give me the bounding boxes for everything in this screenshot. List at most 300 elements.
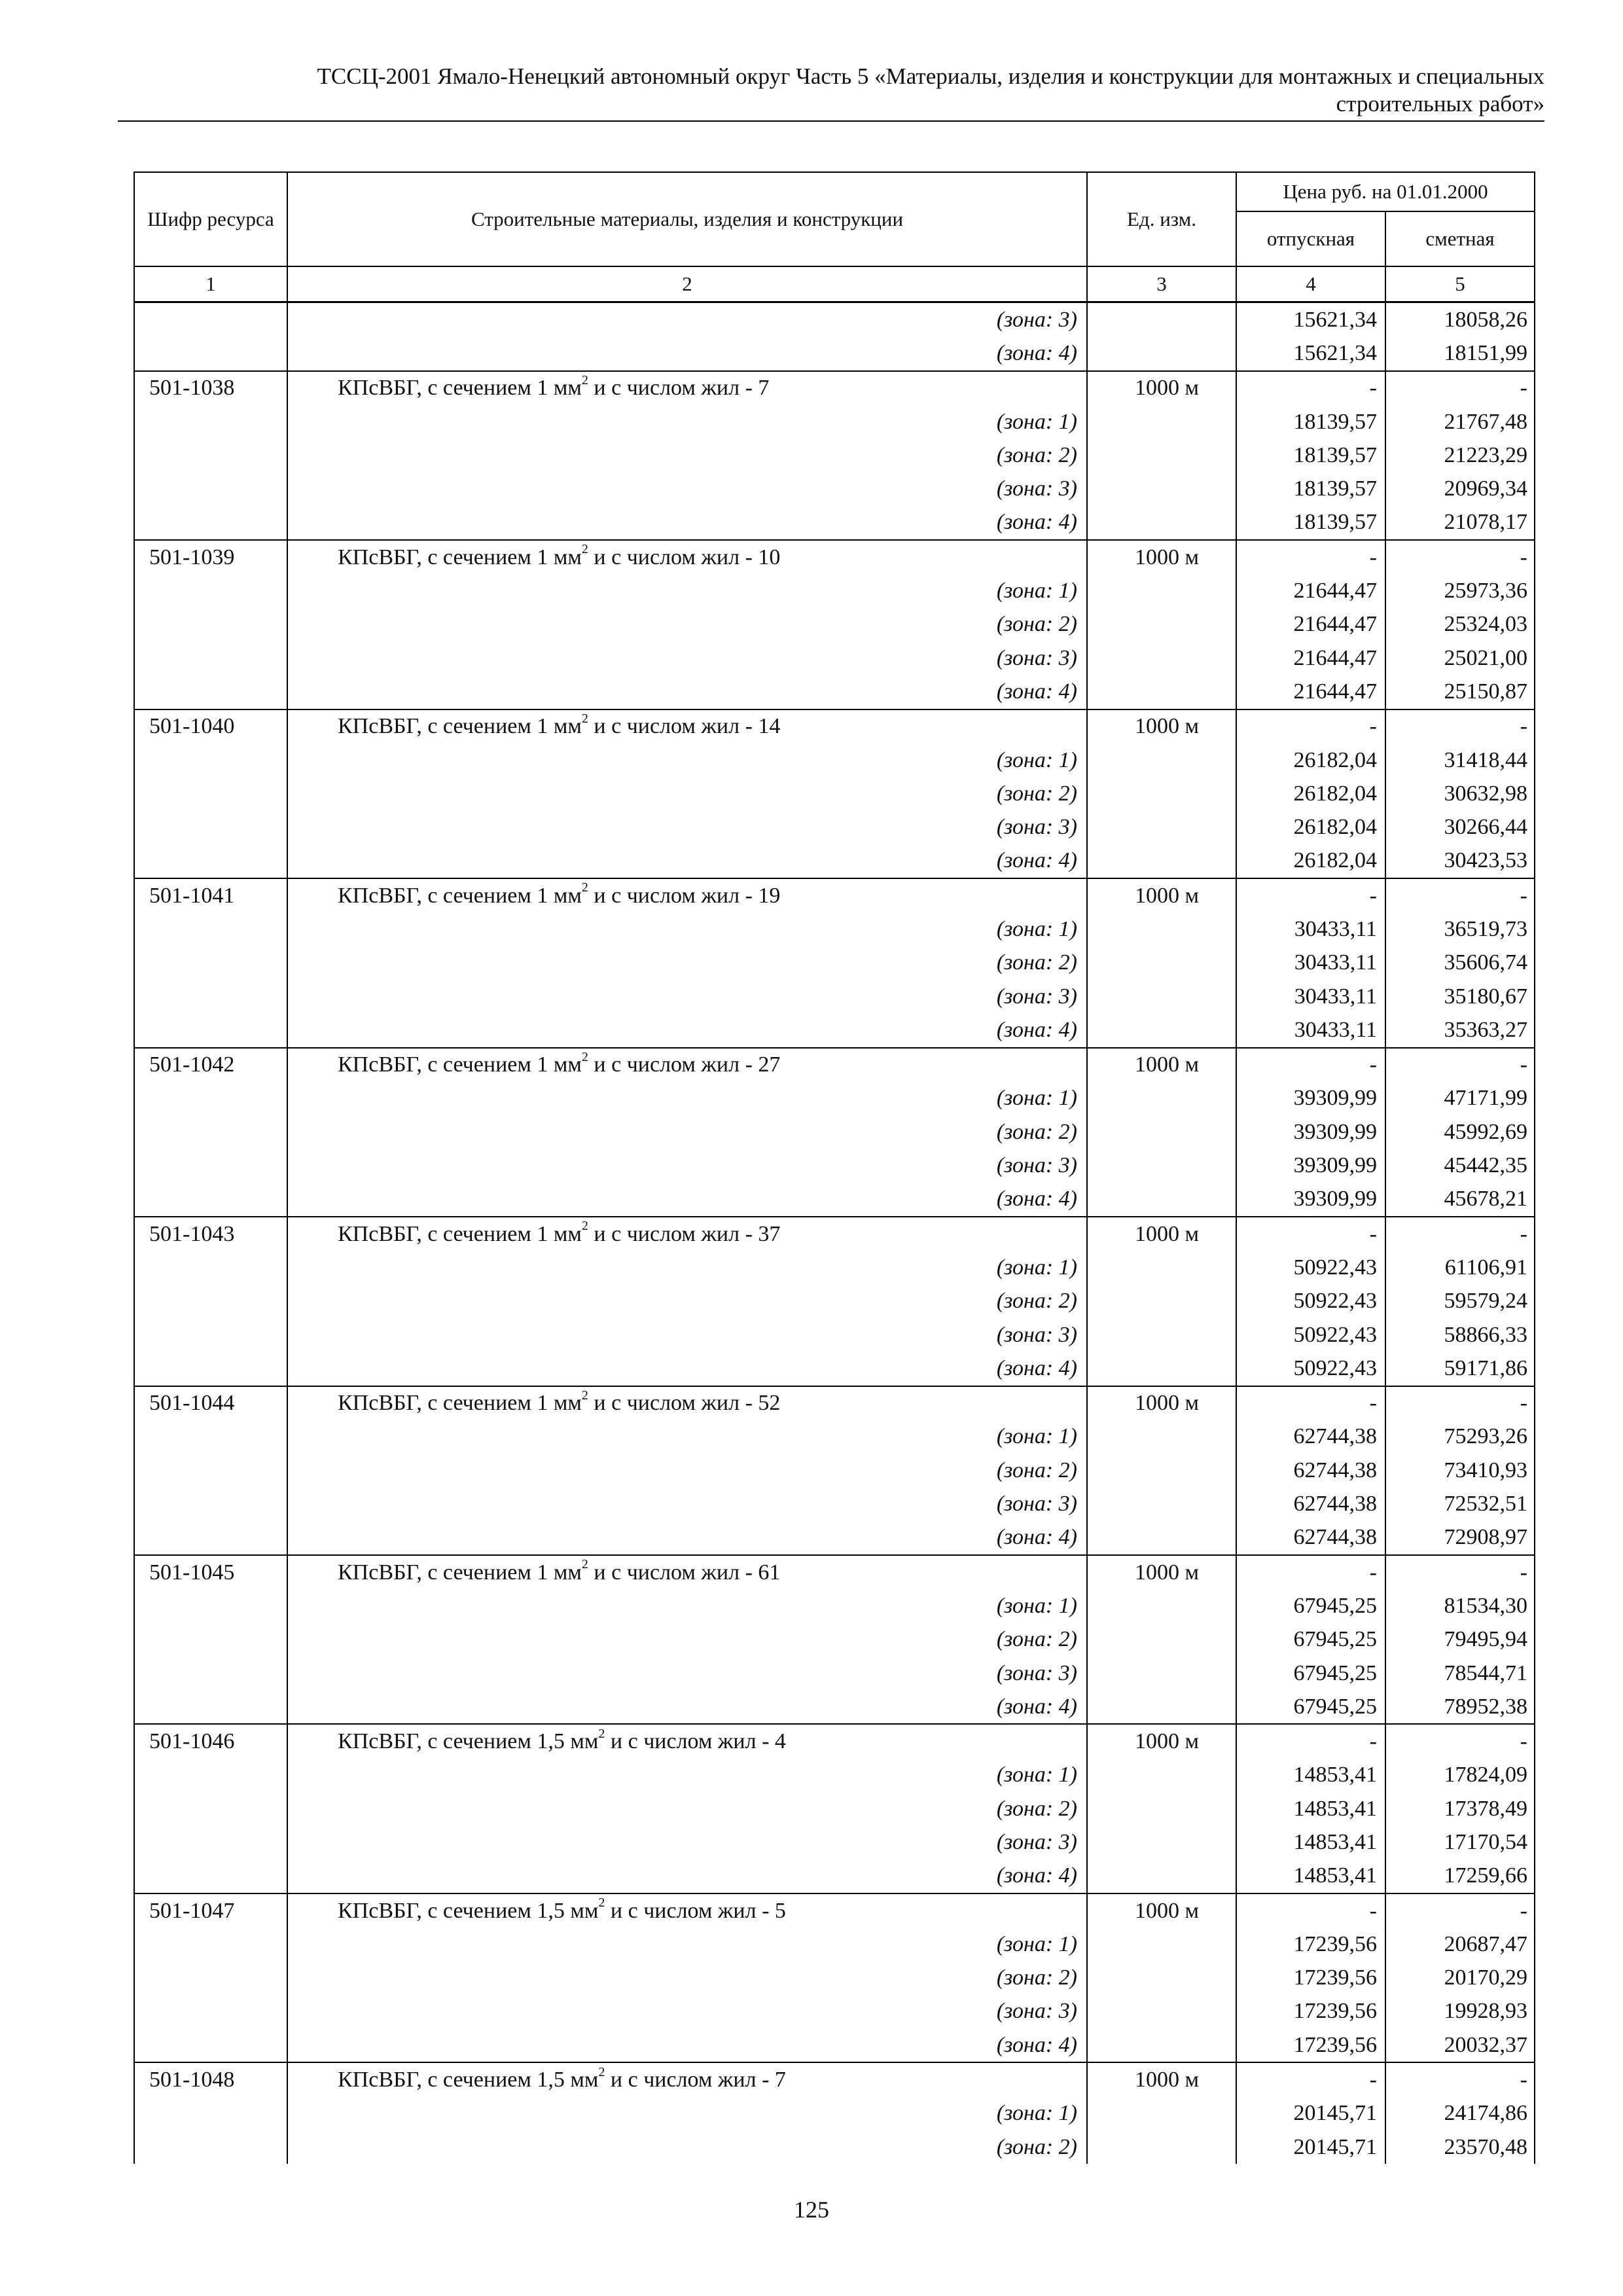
release-price: 62744,38	[1236, 1487, 1385, 1520]
release-price: -	[1236, 709, 1385, 744]
estimate-price: 78544,71	[1385, 1657, 1535, 1690]
estimate-price: 78952,38	[1385, 1690, 1535, 1724]
estimate-price: 30632,98	[1385, 777, 1535, 810]
material-name-suffix: и с числом жил - 7	[588, 376, 770, 401]
material-name	[287, 2062, 1087, 2096]
table-row-zone	[134, 1285, 1535, 1318]
release-price: 67945,25	[1236, 1657, 1385, 1690]
resource-code-empty	[134, 2130, 287, 2164]
material-name-suffix: и с числом жил - 5	[605, 1898, 786, 1923]
estimate-price: 72908,97	[1385, 1521, 1535, 1555]
table-row-item	[134, 709, 1535, 744]
release-price: 14853,41	[1236, 1859, 1385, 1893]
release-price: 21644,47	[1236, 574, 1385, 607]
zone-label: (зона: 1)	[287, 1420, 1087, 1454]
resource-code-empty	[134, 1962, 287, 1995]
estimate-price: 36519,73	[1385, 912, 1535, 946]
unit-empty	[1087, 1013, 1236, 1047]
zone-label: (зона: 1)	[287, 1928, 1087, 1961]
resource-code-empty	[134, 336, 287, 370]
material-name-suffix: и с числом жил - 7	[605, 2068, 786, 2092]
zone-label: (зона: 4)	[287, 1183, 1087, 1217]
estimate-price: 17170,54	[1385, 1825, 1535, 1859]
material-name-text: КПсВБГ, с сечением 1 мм	[338, 1391, 582, 1416]
unit-empty	[1087, 472, 1236, 505]
estimate-price: 47171,99	[1385, 1082, 1535, 1115]
resource-code-empty	[134, 946, 287, 980]
zone-label: (зона: 1)	[287, 405, 1087, 439]
table-row-zone	[134, 1589, 1535, 1623]
table-row-item	[134, 1048, 1535, 1082]
table-row-zone	[134, 1251, 1535, 1284]
release-price: 39309,99	[1236, 1082, 1385, 1115]
release-price: 18139,57	[1236, 405, 1385, 439]
material-name	[287, 1217, 1087, 1251]
resource-code-empty	[134, 675, 287, 709]
header-name: Строительные материалы, изделия и конструкции	[287, 172, 1087, 266]
resource-code-empty	[134, 1690, 287, 1724]
release-price: -	[1236, 878, 1385, 912]
table-row-zone	[134, 641, 1535, 675]
table-row-item	[134, 1217, 1535, 1251]
zone-label: (зона: 4)	[287, 506, 1087, 540]
unit-empty	[1087, 1082, 1236, 1115]
unit-empty	[1087, 1995, 1236, 2028]
estimate-price: 20032,37	[1385, 2028, 1535, 2062]
zone-label: (зона: 2)	[287, 1454, 1087, 1487]
resource-code: 501-1038	[134, 371, 287, 405]
table-row-zone	[134, 980, 1535, 1013]
unit-empty	[1087, 777, 1236, 810]
page-number: 125	[794, 2197, 829, 2223]
column-number: 2	[287, 266, 1087, 302]
unit-empty	[1087, 641, 1236, 675]
estimate-price: 20969,34	[1385, 472, 1535, 505]
release-price: 18139,57	[1236, 472, 1385, 505]
zone-label: (зона: 2)	[287, 1623, 1087, 1657]
resource-code-empty	[134, 912, 287, 946]
estimate-price: 21223,29	[1385, 439, 1535, 472]
table-row-zone	[134, 506, 1535, 540]
unit-empty	[1087, 1183, 1236, 1217]
unit-empty	[1087, 2130, 1236, 2164]
table-row-zone	[134, 1183, 1535, 1217]
unit-empty	[1087, 336, 1236, 370]
table-row-zone	[134, 2130, 1535, 2164]
unit: 1000 м	[1087, 1048, 1236, 1082]
running-header-line1: ТССЦ-2001 Ямало-Ненецкий автономный округ Часть 5 «Материалы, изделия и конструкции для монтажных и специальных	[317, 63, 1544, 89]
table-row-zone	[134, 1928, 1535, 1961]
superscript: 2	[581, 1557, 588, 1572]
estimate-price: 19928,93	[1385, 1995, 1535, 2028]
unit: 1000 м	[1087, 1724, 1236, 1758]
material-name	[287, 1555, 1087, 1589]
release-price: 30433,11	[1236, 912, 1385, 946]
unit-empty	[1087, 1928, 1236, 1961]
material-name	[287, 371, 1087, 405]
unit-empty	[1087, 1657, 1236, 1690]
release-price: 39309,99	[1236, 1183, 1385, 1217]
zone-label: (зона: 4)	[287, 1521, 1087, 1555]
estimate-price: -	[1385, 1217, 1535, 1251]
estimate-price: -	[1385, 1048, 1535, 1082]
release-price: 15621,34	[1236, 302, 1385, 337]
release-price: -	[1236, 1217, 1385, 1251]
zone-label: (зона: 3)	[287, 302, 1087, 337]
table-row-item	[134, 2062, 1535, 2096]
unit-empty	[1087, 1251, 1236, 1284]
table-row-zone	[134, 336, 1535, 370]
release-price: -	[1236, 1048, 1385, 1082]
zone-label: (зона: 4)	[287, 1352, 1087, 1386]
header-release-price: отпускная	[1236, 211, 1385, 266]
table-row-zone	[134, 1962, 1535, 1995]
zone-label: (зона: 2)	[287, 946, 1087, 980]
resource-code-empty	[134, 1859, 287, 1893]
unit-empty	[1087, 1792, 1236, 1825]
release-price: 21644,47	[1236, 608, 1385, 641]
zone-label: (зона: 3)	[287, 1825, 1087, 1859]
table-row-zone	[134, 1318, 1535, 1352]
unit: 1000 м	[1087, 540, 1236, 574]
zone-label: (зона: 2)	[287, 1115, 1087, 1149]
table-row-zone	[134, 777, 1535, 810]
resource-code: 501-1040	[134, 709, 287, 744]
resource-code-empty	[134, 506, 287, 540]
table-row-zone	[134, 1082, 1535, 1115]
release-price: 30433,11	[1236, 980, 1385, 1013]
release-price: 30433,11	[1236, 1013, 1385, 1047]
estimate-price: 58866,33	[1385, 1318, 1535, 1352]
material-name-text: КПсВБГ, с сечением 1 мм	[338, 883, 582, 908]
table-row-zone	[134, 1149, 1535, 1182]
superscript: 2	[598, 1895, 605, 1910]
unit-empty	[1087, 1859, 1236, 1893]
zone-label: (зона: 3)	[287, 1995, 1087, 2028]
release-price: 21644,47	[1236, 675, 1385, 709]
material-name-text: КПсВБГ, с сечением 1 мм	[338, 1560, 582, 1585]
resource-code-empty	[134, 574, 287, 607]
zone-label: (зона: 1)	[287, 1589, 1087, 1623]
estimate-price: -	[1385, 1386, 1535, 1420]
zone-label: (зона: 4)	[287, 1859, 1087, 1893]
header-price-group: Цена руб. на 01.01.2000	[1236, 172, 1535, 211]
unit-empty	[1087, 912, 1236, 946]
table-row-zone	[134, 1690, 1535, 1724]
superscript: 2	[581, 880, 588, 895]
resource-code-empty	[134, 1759, 287, 1792]
unit: 1000 м	[1087, 371, 1236, 405]
table-row-zone	[134, 744, 1535, 777]
estimate-price: -	[1385, 2062, 1535, 2096]
estimate-price: 18151,99	[1385, 336, 1535, 370]
unit-empty	[1087, 1759, 1236, 1792]
material-name	[287, 1724, 1087, 1758]
estimate-price: 79495,94	[1385, 1623, 1535, 1657]
table-row-zone	[134, 912, 1535, 946]
estimate-price: 31418,44	[1385, 744, 1535, 777]
zone-label: (зона: 1)	[287, 912, 1087, 946]
table-row-zone	[134, 1115, 1535, 1149]
resource-code-empty	[134, 980, 287, 1013]
unit-empty	[1087, 1454, 1236, 1487]
table-row-zone	[134, 302, 1535, 337]
release-price: 62744,38	[1236, 1521, 1385, 1555]
material-name-suffix: и с числом жил - 10	[588, 545, 781, 569]
unit-empty	[1087, 1623, 1236, 1657]
resource-code-empty	[134, 1318, 287, 1352]
release-price: 39309,99	[1236, 1115, 1385, 1149]
table-row-zone	[134, 675, 1535, 709]
estimate-price: 30423,53	[1385, 844, 1535, 878]
table-row-zone	[134, 1825, 1535, 1859]
release-price: 50922,43	[1236, 1251, 1385, 1284]
material-name-text: КПсВБГ, с сечением 1,5 мм	[338, 1898, 599, 1923]
zone-label: (зона: 1)	[287, 574, 1087, 607]
table-row-zone	[134, 844, 1535, 878]
estimate-price: 24174,86	[1385, 2097, 1535, 2130]
table-row-zone	[134, 472, 1535, 505]
estimate-price: 59579,24	[1385, 1285, 1535, 1318]
table-row-zone	[134, 1995, 1535, 2028]
unit-empty	[1087, 1285, 1236, 1318]
resource-code-empty	[134, 1013, 287, 1047]
estimate-price: 61106,91	[1385, 1251, 1535, 1284]
material-name-text: КПсВБГ, с сечением 1 мм	[338, 1221, 582, 1246]
table-row-zone	[134, 946, 1535, 980]
estimate-price: 35363,27	[1385, 1013, 1535, 1047]
release-price: -	[1236, 1555, 1385, 1589]
zone-label: (зона: 3)	[287, 1657, 1087, 1690]
resource-code-empty	[134, 1657, 287, 1690]
estimate-price: 45442,35	[1385, 1149, 1535, 1182]
zone-label: (зона: 4)	[287, 1690, 1087, 1724]
estimate-price: -	[1385, 1893, 1535, 1928]
material-name	[287, 709, 1087, 744]
release-price: 67945,25	[1236, 1589, 1385, 1623]
material-name	[287, 1386, 1087, 1420]
superscript: 2	[581, 711, 588, 726]
header-unit: Ед. изм.	[1087, 172, 1236, 266]
unit: 1000 м	[1087, 1217, 1236, 1251]
zone-label: (зона: 2)	[287, 1792, 1087, 1825]
estimate-price: 30266,44	[1385, 810, 1535, 844]
resource-code-empty	[134, 1183, 287, 1217]
release-price: 14853,41	[1236, 1825, 1385, 1859]
release-price: 26182,04	[1236, 810, 1385, 844]
resource-code: 501-1043	[134, 1217, 287, 1251]
resource-code-empty	[134, 2097, 287, 2130]
estimate-price: 72532,51	[1385, 1487, 1535, 1520]
unit-empty	[1087, 302, 1236, 337]
unit-empty	[1087, 574, 1236, 607]
table-row-zone	[134, 574, 1535, 607]
release-price: 17239,56	[1236, 1962, 1385, 1995]
zone-label: (зона: 4)	[287, 844, 1087, 878]
unit: 1000 м	[1087, 1386, 1236, 1420]
table-row-item	[134, 1386, 1535, 1420]
zone-label: (зона: 2)	[287, 2130, 1087, 2164]
unit-empty	[1087, 980, 1236, 1013]
material-name-suffix: и с числом жил - 37	[588, 1221, 781, 1246]
superscript: 2	[581, 1388, 588, 1403]
material-name-text: КПсВБГ, с сечением 1,5 мм	[338, 1729, 599, 1754]
zone-label: (зона: 1)	[287, 744, 1087, 777]
superscript: 2	[581, 542, 588, 557]
material-name-suffix: и с числом жил - 61	[588, 1560, 781, 1585]
resource-code-empty	[134, 1521, 287, 1555]
unit-empty	[1087, 1521, 1236, 1555]
unit-empty	[1087, 1690, 1236, 1724]
material-name-suffix: и с числом жил - 27	[588, 1052, 781, 1077]
zone-label: (зона: 2)	[287, 608, 1087, 641]
table-row-zone	[134, 810, 1535, 844]
superscript: 2	[598, 2064, 605, 2079]
zone-label: (зона: 1)	[287, 2097, 1087, 2130]
release-price: 62744,38	[1236, 1420, 1385, 1454]
zone-label: (зона: 4)	[287, 675, 1087, 709]
estimate-price: 17259,66	[1385, 1859, 1535, 1893]
table-row-zone	[134, 1623, 1535, 1657]
zone-label: (зона: 3)	[287, 1149, 1087, 1182]
header-estimate-price: сметная	[1385, 211, 1535, 266]
resource-code: 501-1042	[134, 1048, 287, 1082]
release-price: 26182,04	[1236, 777, 1385, 810]
unit-empty	[1087, 744, 1236, 777]
superscript: 2	[581, 1219, 588, 1234]
release-price: 67945,25	[1236, 1690, 1385, 1724]
resource-code: 501-1045	[134, 1555, 287, 1589]
resource-code: 501-1048	[134, 2062, 287, 2096]
material-name	[287, 540, 1087, 574]
estimate-price: 25973,36	[1385, 574, 1535, 607]
table-row-zone	[134, 1487, 1535, 1520]
resource-code-empty	[134, 1251, 287, 1284]
release-price: 17239,56	[1236, 2028, 1385, 2062]
release-price: 50922,43	[1236, 1285, 1385, 1318]
table-row-zone	[134, 439, 1535, 472]
estimate-price: 25324,03	[1385, 608, 1535, 641]
resource-code-empty	[134, 844, 287, 878]
unit-empty	[1087, 1589, 1236, 1623]
table-row-item	[134, 1555, 1535, 1589]
superscript: 2	[581, 372, 588, 387]
unit-empty	[1087, 675, 1236, 709]
resource-code: 501-1046	[134, 1724, 287, 1758]
release-price: -	[1236, 371, 1385, 405]
running-header-line2: строительных работ»	[1336, 91, 1544, 117]
zone-label: (зона: 1)	[287, 1082, 1087, 1115]
zone-label: (зона: 4)	[287, 336, 1087, 370]
resource-code-empty	[134, 1352, 287, 1386]
release-price: -	[1236, 1893, 1385, 1928]
unit-empty	[1087, 439, 1236, 472]
release-price: 50922,43	[1236, 1318, 1385, 1352]
release-price: 18139,57	[1236, 439, 1385, 472]
table-row-zone	[134, 1859, 1535, 1893]
material-name-suffix: и с числом жил - 14	[588, 714, 781, 739]
column-number: 4	[1236, 266, 1385, 302]
unit-empty	[1087, 2097, 1236, 2130]
material-name-suffix: и с числом жил - 52	[588, 1391, 781, 1416]
table-row-item	[134, 1893, 1535, 1928]
resource-code-empty	[134, 1792, 287, 1825]
zone-label: (зона: 1)	[287, 1251, 1087, 1284]
material-name	[287, 1893, 1087, 1928]
estimate-price: 59171,86	[1385, 1352, 1535, 1386]
zone-label: (зона: 2)	[287, 1962, 1087, 1995]
estimate-price: 18058,26	[1385, 302, 1535, 337]
table-row-item	[134, 878, 1535, 912]
unit: 1000 м	[1087, 2062, 1236, 2096]
zone-label: (зона: 4)	[287, 1013, 1087, 1047]
estimate-price: 35180,67	[1385, 980, 1535, 1013]
resource-code-empty	[134, 1285, 287, 1318]
unit-empty	[1087, 405, 1236, 439]
release-price: 62744,38	[1236, 1454, 1385, 1487]
resource-code-empty	[134, 744, 287, 777]
table-row-item	[134, 540, 1535, 574]
resource-code: 501-1047	[134, 1893, 287, 1928]
estimate-price: 45678,21	[1385, 1183, 1535, 1217]
resource-code: 501-1044	[134, 1386, 287, 1420]
superscript: 2	[581, 1049, 588, 1064]
unit: 1000 м	[1087, 878, 1236, 912]
unit: 1000 м	[1087, 1893, 1236, 1928]
material-name-text: КПсВБГ, с сечением 1 мм	[338, 376, 582, 401]
unit-empty	[1087, 506, 1236, 540]
estimate-price: 75293,26	[1385, 1420, 1535, 1454]
table-row-zone	[134, 1759, 1535, 1792]
resource-code: 501-1041	[134, 878, 287, 912]
release-price: 67945,25	[1236, 1623, 1385, 1657]
resource-code-empty	[134, 1082, 287, 1115]
zone-label: (зона: 3)	[287, 810, 1087, 844]
zone-label: (зона: 2)	[287, 439, 1087, 472]
release-price: 21644,47	[1236, 641, 1385, 675]
release-price: 14853,41	[1236, 1759, 1385, 1792]
resource-code-empty	[134, 1420, 287, 1454]
material-name-suffix: и с числом жил - 19	[588, 883, 781, 908]
estimate-price: 17824,09	[1385, 1759, 1535, 1792]
resource-code-empty	[134, 608, 287, 641]
release-price: 20145,71	[1236, 2097, 1385, 2130]
material-name	[287, 1048, 1087, 1082]
table-row-zone	[134, 1657, 1535, 1690]
resource-code-empty	[134, 1928, 287, 1961]
material-name-suffix: и с числом жил - 4	[605, 1729, 786, 1754]
header-rule	[118, 120, 1544, 122]
resource-code-empty	[134, 439, 287, 472]
estimate-price: 45992,69	[1385, 1115, 1535, 1149]
material-name-text: КПсВБГ, с сечением 1 мм	[338, 714, 582, 739]
table-row-zone	[134, 1454, 1535, 1487]
resource-code-empty	[134, 2028, 287, 2062]
zone-label: (зона: 3)	[287, 1487, 1087, 1520]
estimate-price: -	[1385, 709, 1535, 744]
unit-empty	[1087, 810, 1236, 844]
column-number: 1	[134, 266, 287, 302]
zone-label: (зона: 3)	[287, 980, 1087, 1013]
release-price: 26182,04	[1236, 744, 1385, 777]
unit-empty	[1087, 1825, 1236, 1859]
unit-empty	[1087, 1962, 1236, 1995]
estimate-price: 25150,87	[1385, 675, 1535, 709]
table-row-zone	[134, 2028, 1535, 2062]
price-table	[134, 171, 1535, 2164]
estimate-price: 21078,17	[1385, 506, 1535, 540]
zone-label: (зона: 3)	[287, 472, 1087, 505]
